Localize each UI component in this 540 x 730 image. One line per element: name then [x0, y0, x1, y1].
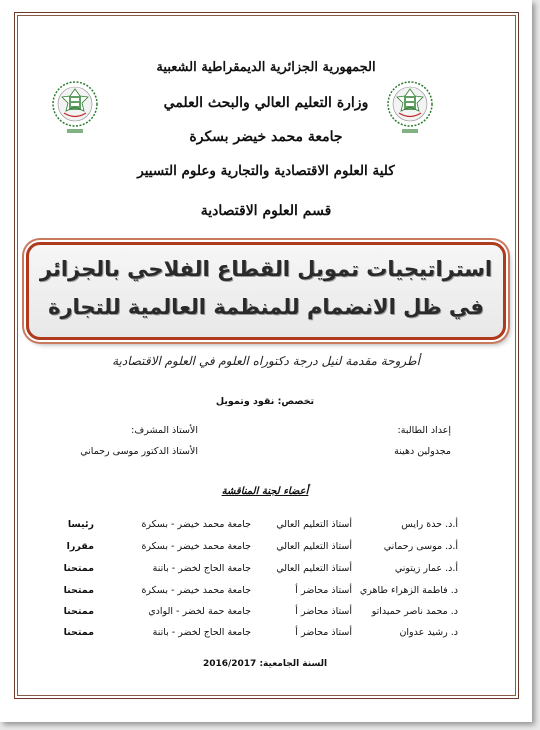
member-university: جامعة الحاج لخضر - باتنة	[152, 627, 251, 638]
supervisor-name: الأستاذ الدكتور موسى رحماني	[80, 446, 198, 457]
member-rank: أستاذ محاضر أ	[295, 585, 352, 596]
committee-row	[0, 519, 540, 533]
member-name: د. رشيد عدوان	[399, 627, 458, 638]
thesis-purpose: أطروحة مقدمة لنيل درجة دكتوراه العلوم في العلوم الاقتصادية	[112, 354, 420, 368]
committee-row	[0, 563, 540, 577]
member-name: أ.د. موسى رحماني	[383, 541, 458, 552]
member-role: ممتحنا	[63, 606, 94, 617]
member-rank: أستاذ محاضر أ	[295, 606, 352, 617]
member-name: أ.د. عمار زيتوني	[394, 563, 458, 574]
member-role: ممتحنا	[63, 563, 94, 574]
university-emblem-icon	[50, 80, 100, 138]
member-university: جامعة حمة لخضر - الوادي	[148, 606, 251, 617]
member-name: د. محمد ناصر حميداتو	[371, 606, 458, 617]
department-heading: قسم العلوم الاقتصادية	[200, 203, 332, 219]
member-name: د. فاطمة الزهراء طاهري	[359, 585, 458, 596]
committee-title: أعضاء لجنة المناقشة	[221, 486, 309, 497]
university-heading: جامعة محمد خيضر بسكرة	[189, 129, 343, 145]
student-name: مجدولين دهينة	[394, 446, 451, 457]
member-name: أ.د. حدة رايس	[401, 519, 458, 530]
member-university: جامعة محمد خيضر - بسكرة	[141, 519, 251, 530]
thesis-title-box	[26, 242, 506, 340]
committee-row	[0, 627, 540, 641]
member-rank: أستاذ التعليم العالي	[276, 563, 352, 574]
member-rank: أستاذ التعليم العالي	[276, 519, 352, 530]
republic-heading: الجمهورية الجزائرية الديمقراطية الشعبية	[156, 60, 376, 75]
member-role: مقررا	[66, 541, 94, 552]
faculty-heading: كلية العلوم الاقتصادية والتجارية وعلوم التسيير	[137, 163, 395, 179]
committee-row	[0, 606, 540, 620]
specialty: تخصص: نقود وتمويل	[215, 396, 315, 407]
prepared-by-label: إعداد الطالبة:	[397, 425, 451, 436]
member-university: جامعة الحاج لخضر - باتنة	[152, 563, 251, 574]
member-role: ممتحنا	[63, 585, 94, 596]
member-role: رئيسا	[67, 519, 94, 530]
ministry-heading: وزارة التعليم العالي والبحث العلمي	[163, 95, 369, 111]
thesis-title-line-2: في ظل الانضمام للمنظمة العالمية للتجارة	[48, 295, 484, 319]
member-role: ممتحنا	[63, 627, 94, 638]
academic-year: السنة الجامعية: 2016/2017	[202, 659, 328, 669]
committee-row	[0, 585, 540, 599]
thesis-title-line-1: استراتيجيات تمويل القطاع الفلاحي بالجزائر	[39, 257, 493, 281]
committee-row	[0, 541, 540, 555]
member-rank: أستاذ محاضر أ	[295, 627, 352, 638]
supervisor-label: الأستاذ المشرف:	[131, 425, 198, 436]
member-university: جامعة محمد خيضر - بسكرة	[141, 585, 251, 596]
member-rank: أستاذ التعليم العالي	[276, 541, 352, 552]
member-university: جامعة محمد خيضر - بسكرة	[141, 541, 251, 552]
